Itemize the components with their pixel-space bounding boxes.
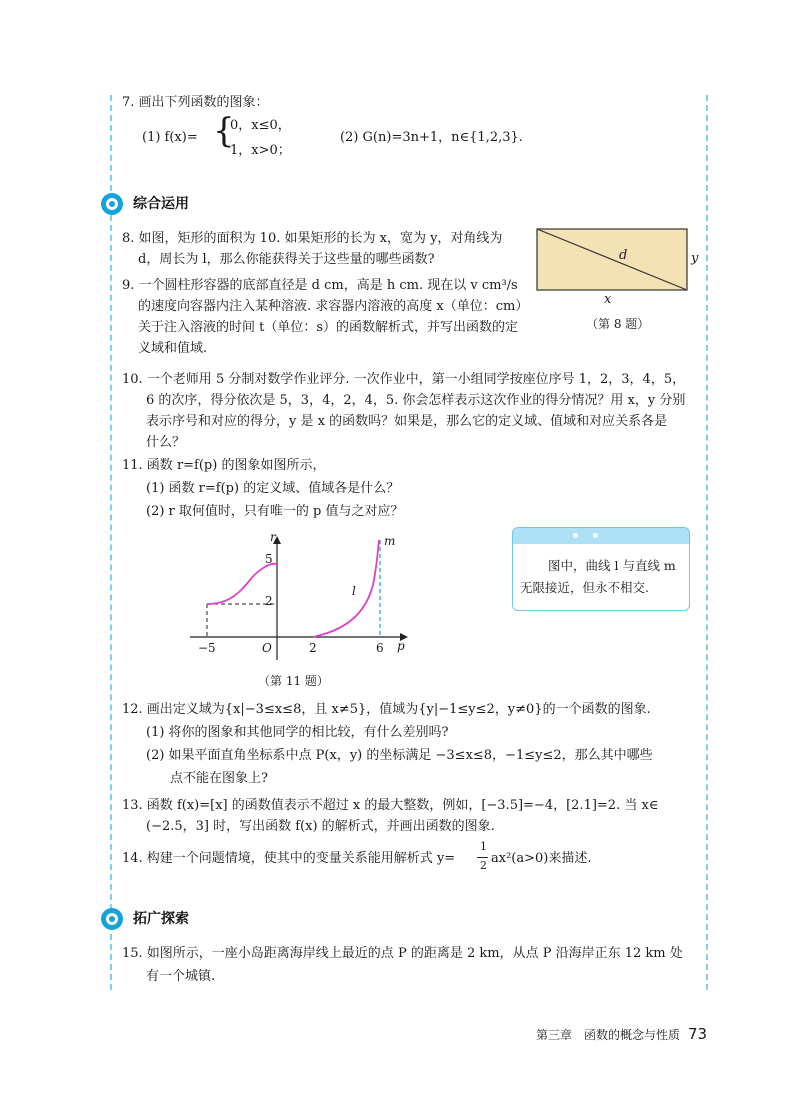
section-title-comprehensive: 综合运用: [133, 196, 189, 212]
fig8-label-d: d: [619, 248, 628, 263]
fig11-tick-6: 6: [376, 641, 384, 655]
q14-frac-den: 2: [480, 859, 487, 872]
q11-line2: (1) 函数 r=f(p) 的定义域、值域各是什么？: [146, 481, 400, 496]
q15-line2: 有一个城镇.: [146, 969, 216, 984]
q7-part1-case2: 1，x>0；: [230, 143, 291, 158]
q9-line4: 义域和值域.: [138, 341, 208, 356]
fig11-label-p: p: [397, 639, 405, 653]
q9-line3: 关于注入溶液的时间 t（单位：s）的函数解析式，并写出函数的定: [138, 320, 519, 335]
section-icon: [101, 908, 123, 930]
q13-line2: (−2.5，3] 时，写出函数 f(x) 的解析式，并画出函数的图象.: [146, 819, 495, 834]
q8-line1: 8. 如图，矩形的面积为 10. 如果矩形的长为 x，宽为 y，对角线为: [122, 231, 503, 246]
q10-line4: 什么？: [146, 435, 186, 450]
q9-line2: 的速度向容器内注入某种溶液. 求容器内溶液的高度 x（单位：cm）: [138, 299, 529, 314]
q12-line4: 点不能在图象上?: [170, 771, 268, 786]
q7-part1-case1: 0，x≤0，: [230, 118, 291, 133]
q7-part1-prefix: (1) f(x)=: [142, 130, 198, 145]
fig11-label-O: O: [262, 641, 272, 655]
fig11-label-m: m: [384, 534, 396, 548]
curve-l: [313, 540, 379, 637]
q14-frac-num: 1: [480, 840, 487, 853]
q7-part2: (2) G(n)=3n+1，n∈{1,2,3}.: [340, 130, 523, 145]
q8-line2: d，周长为 l，那么你能获得关于这些量的哪些函数?: [138, 252, 435, 267]
q12-line3: (2) 如果平面直角坐标系中点 P(x，y) 的坐标满足 −3≤x≤8，−1≤y≤2，那么其中哪些: [146, 748, 653, 763]
fig8-label-y: y: [691, 251, 699, 266]
q11-line1: 11. 函数 r=f(p) 的图象如图所示，: [122, 458, 326, 473]
note-dot: [593, 533, 598, 538]
left-margin-guide: [110, 95, 112, 990]
fig8-label-x: x: [604, 292, 612, 307]
q12-line1: 12. 画出定义域为{x|−3≤x≤8，且 x≠5}，值域为{y|−1≤y≤2，y≠0}的一个函数的图象.: [122, 702, 651, 717]
note-dot: [573, 533, 578, 538]
q13-line1: 13. 函数 f(x)=[x] 的函数值表示不超过 x 的最大整数，例如，[−3.5]=−4，[2.1]=2. 当 x∈: [122, 798, 659, 813]
fig11-tick-2x: 2: [309, 641, 317, 655]
fig11-tick-2y: 2: [265, 594, 273, 608]
q14-suffix: ax²(a>0)来描述.: [491, 851, 592, 866]
note-line2: 无限接近，但永不相交.: [520, 580, 649, 595]
fig11-label-r: r: [270, 530, 276, 544]
footer-chapter: 第三章 函数的概念与性质: [536, 1028, 681, 1042]
q12-line2: (1) 将你的图象和其他同学的相比较，有什么差别吗?: [146, 725, 449, 740]
q10-line2: 6 的次序，得分依次是 5，3，4，2，4，5. 你会怎样表示这次作业的得分情况？用 x，y 分别: [146, 393, 686, 408]
page-number: 73: [688, 1025, 708, 1043]
note-line1: 图中，曲线 l 与直线 m: [548, 558, 676, 573]
fig11-caption: （第 11 题）: [258, 674, 329, 688]
q9-line1: 9. 一个圆柱形容器的底部直径是 d cm，高是 h cm. 现在以 v cm³/s: [122, 278, 518, 293]
section-icon: [101, 193, 123, 215]
fig11-tick-5: 5: [265, 552, 273, 566]
q10-line1: 10. 一个老师用 5 分制对数学作业评分. 一次作业中，第一小组同学按座位序号 1，2，3，4，5，: [122, 372, 686, 387]
q7-brace: {: [213, 111, 235, 151]
q11-line3: (2) r 取何值时，只有唯一的 p 值与之对应？: [146, 504, 404, 519]
q15-line1: 15. 如图所示，一座小岛距离海岸线上最近的点 P 的距离是 2 km，从点 P 沿海岸正东 12 km 处: [122, 946, 683, 961]
note-header: [513, 528, 689, 544]
fig11-label-l: l: [352, 584, 356, 598]
fig8-caption: （第 8 题）: [586, 317, 650, 331]
fig11-tick-neg5: −5: [198, 641, 216, 655]
q7-title: 7. 画出下列函数的图象：: [122, 95, 269, 110]
section-title-explore: 拓广探索: [133, 911, 189, 927]
q14-prefix: 14. 构建一个问题情境，使其中的变量关系能用解析式 y=: [122, 851, 456, 866]
q10-line3: 表示序号和对应的得分，y 是 x 的函数吗？如果是，那么它的定义域、值域和对应关系各是: [146, 414, 668, 429]
